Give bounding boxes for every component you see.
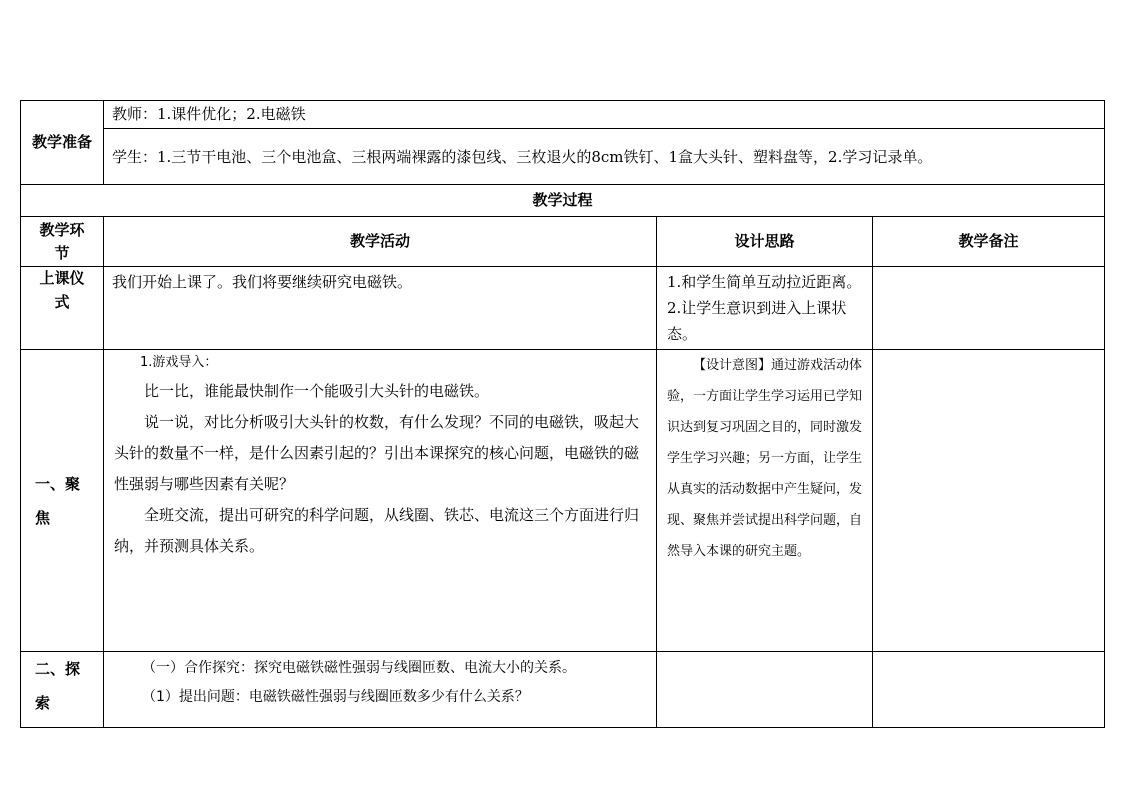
explore-para-2: （1）提出问题：电磁铁磁性强弱与线圈匝数多少有什么关系？ xyxy=(142,689,529,706)
activity-opening: 我们开始上课了。我们将要继续研究电磁铁。 xyxy=(104,267,657,350)
prep-teacher-text: 教师：1.课件优化；2.电磁铁 xyxy=(104,101,1105,129)
notes-explore xyxy=(873,652,1105,728)
process-title: 教学过程 xyxy=(21,185,1105,217)
focus-para-2: 比一比，谁能最快制作一个能吸引大头针的电磁铁。 xyxy=(144,382,490,401)
header-activity: 教学活动 xyxy=(104,217,657,267)
row-explore xyxy=(21,652,1105,728)
stage-focus: 一、聚焦 xyxy=(21,350,104,652)
focus-para-3: 说一说，对比分析吸引大头针的枚数，有什么发现？不同的电磁铁，吸起大头针的数量不一样，是什么因素引起的？引出本课探究的核心问题，电磁铁的磁性强弱与哪些因素有关呢？ xyxy=(114,413,640,494)
explore-para-1: （一）合作探究：探究电磁铁磁性强弱与线圈匝数、电流大小的关系。 xyxy=(142,660,576,677)
prep-label: 教学准备 xyxy=(21,101,104,185)
lesson-plan-table xyxy=(20,100,1105,728)
header-notes: 教学备注 xyxy=(873,217,1105,267)
row-focus xyxy=(21,350,1105,652)
activity-focus xyxy=(104,350,657,652)
column-header-row xyxy=(21,217,1105,267)
notes-opening xyxy=(873,267,1105,350)
notes-focus xyxy=(873,350,1105,652)
design-focus-text: 【设计意图】通过游戏活动体验，一方面让学生学习运用已学知识达到复习巩固之目的，同时激发学生学习兴趣；另一方面，让学生从真实的活动数据中产生疑问，发现、聚焦并尝试提出科学问题，自然导入本课的研究主题。 xyxy=(667,358,863,560)
focus-para-4: 全班交流，提出可研究的科学问题，从线圈、铁芯、电流这三个方面进行归纳，并预测具体关系。 xyxy=(114,506,640,556)
prep-student-text: 学生：1.三节干电池、三个电池盒、三根两端裸露的漆包线、三枚退火的8cm铁钉、1盒大头针、塑料盘等，2.学习记录单。 xyxy=(104,129,1105,185)
header-design: 设计思路 xyxy=(657,217,873,267)
activity-explore xyxy=(104,652,657,728)
design-opening: 1.和学生简单互动拉近距离。2.让学生意识到进入上课状态。 xyxy=(657,267,873,350)
row-opening xyxy=(21,267,1105,350)
prep-student-row xyxy=(21,129,1105,185)
prep-teacher-row xyxy=(21,101,1105,129)
design-explore xyxy=(657,652,873,728)
stage-explore: 二、探索 xyxy=(21,652,104,728)
stage-opening: 上课仪式 xyxy=(21,267,104,350)
header-stage: 教学环节 xyxy=(21,217,104,267)
process-title-row xyxy=(21,185,1105,217)
design-focus xyxy=(657,350,873,652)
focus-para-1: 1.游戏导入： xyxy=(140,355,218,371)
